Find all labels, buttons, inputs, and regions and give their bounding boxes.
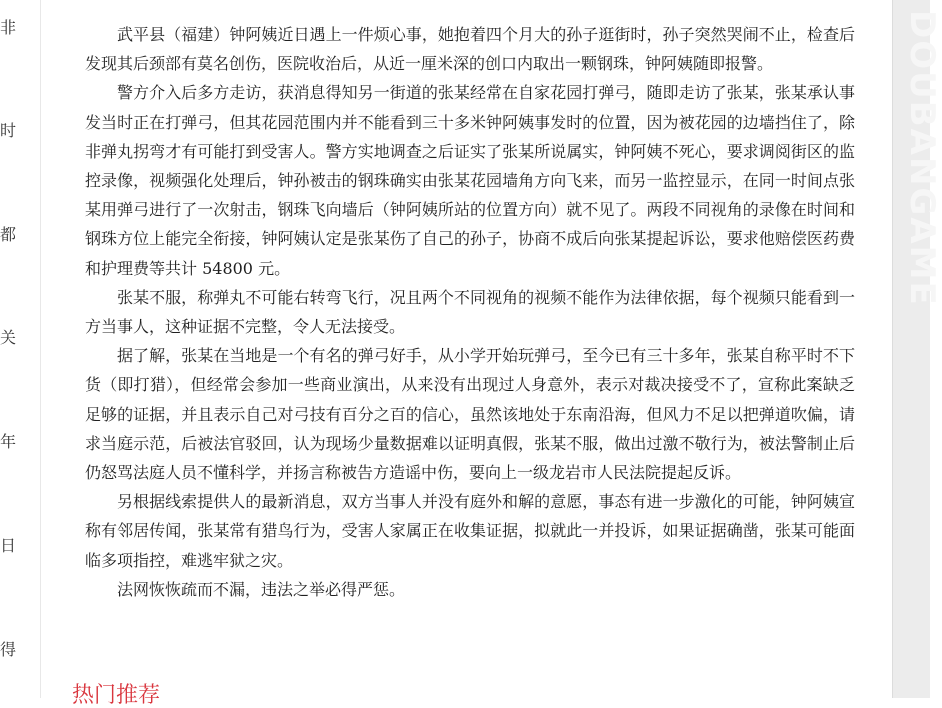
- article-paragraph: 警方介入后多方走访，获消息得知另一街道的张某经常在自家花园打弹弓，随即走访了张某，张某承认事发当时正在打弹弓，但其花园范围内并不能看到三十多米钟阿姨事发时的位置，因为被花园的边墙挡住了，除非弹丸拐弯才有可能打到受害人。警方实地调查之后证实了张某所说属实，钟阿姨不死心，要求调阅街区的监控录像，视频强化处理后，钟孙被击的钢珠确实由张某花园墙角方向飞来，而另一监控显示，在同一时间点张某用弹弓进行了一次射击，钢珠飞向墙后（钟阿姨所站的位置方向）就不见了。两段不同视角的录像在时间和钢珠方位上能完全衔接，钟阿姨认定是张某伤了自己的孙子，协商不成后向张某提起诉讼，要求他赔偿医药费和护理费等共计 54800 元。: [85, 83, 855, 278]
- left-sidebar-fragment: 年: [0, 432, 17, 451]
- hot-recommendations-heading[interactable]: 热门推荐: [72, 683, 161, 708]
- left-sidebar-strip: [0, 0, 41, 698]
- left-sidebar-fragment: 关: [0, 328, 17, 347]
- left-sidebar-fragment: 得: [0, 640, 17, 659]
- right-side-panel: [892, 0, 942, 698]
- article-paragraph: 另根据线索提供人的最新消息，双方当事人并没有庭外和解的意愿，事态有进一步激化的可能，钟阿姨宣称有邻居传闻，张某常有猎鸟行为，受害人家属正在收集证据，拟就此一并投诉，如果证据确凿，张某可能面临多项指控，难逃牢狱之灾。: [85, 492, 855, 570]
- left-sidebar-fragment: 时: [0, 121, 17, 140]
- article-paragraph: 张某不服，称弹丸不可能右转弯飞行，况且两个不同视角的视频不能作为法律依据，每个视频只能看到一方当事人，这种证据不完整，令人无法接受。: [85, 287, 855, 337]
- article-paragraph: 法网恢恢疏而不漏，违法之举必得严惩。: [117, 579, 406, 599]
- left-sidebar-fragment: 日: [0, 536, 17, 555]
- left-sidebar-fragment: 都: [0, 225, 17, 244]
- article-body: [85, 20, 855, 604]
- article-paragraph: 武平县（福建）钟阿姨近日遇上一件烦心事，她抱着四个月大的孙子逛街时，孙子突然哭闹不止，检查后发现其后颈部有莫名创伤，医院收治后，从近一厘米深的创口内取出一颗钢珠，钟阿姨随即报警。: [85, 25, 855, 74]
- article-panel: [52, 0, 892, 708]
- article-paragraph: 据了解，张某在当地是一个有名的弹弓好手，从小学开始玩弹弓，至今已有三十多年，张某自称平时不下货（即打猎），但经常会参加一些商业演出，从来没有出现过人身意外，表示对裁决接受不了，宣称此案缺乏足够的证据，并且表示自己对弓技有百分之百的信心，虽然该地处于东南沿海，但风力不足以把弹道吹偏，请求当庭示范，后被法官驳回，认为现场少量数据难以证明真假，张某不服，做出过激不敬行为，被法警制止后仍怒骂法庭人员不懂科学，并扬言称被告方造谣中伤，要向上一级龙岩市人民法院提起反诉。: [85, 346, 855, 483]
- watermark-logo: DOUBANGAME: [902, 10, 942, 307]
- left-sidebar-fragment: 非: [0, 18, 17, 37]
